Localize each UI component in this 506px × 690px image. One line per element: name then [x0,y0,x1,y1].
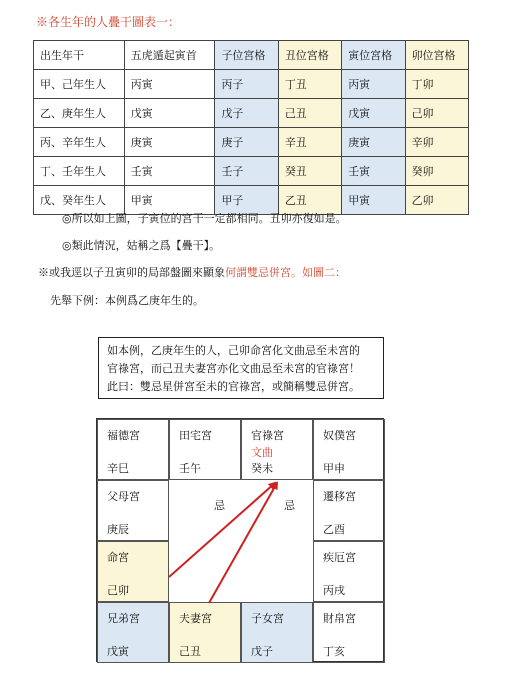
explanation-box [98,337,384,399]
ji-arrow-from-spouse [209,483,277,603]
palace-stem-branch: 丙戌 [323,584,345,597]
table-cell: 癸丑 [278,157,341,186]
table-cell: 丁卯 [405,70,468,99]
table-cell: 庚寅 [124,128,215,157]
palace-name: 福德宮 [107,429,140,442]
table-cell: 己丑 [278,99,341,128]
note-double-ji-highlight: 何謂雙忌併宮。如圖二： [225,266,346,279]
palace-stem-branch: 乙酉 [323,523,345,536]
table-cell: 丙子 [215,70,278,99]
table-cell: 乙、庚年生人 [34,99,125,128]
palace-stem-branch: 己丑 [179,645,201,658]
palace-stem-branch: 辛巳 [107,462,129,475]
palace-stem-branch: 壬午 [179,462,201,475]
table-row [34,128,469,157]
explanation-line: 如本例，乙庚年生的人，己卯命宮化文曲忌至未宮的 [107,344,360,357]
table-header-row [34,41,469,70]
palace-name: 父母宮 [107,490,140,503]
ji-arrow-from-ming [169,483,275,577]
table-cell: 辛卯 [405,128,468,157]
table-header-cell: 卯位宮格 [405,41,468,70]
table-cell: 辛丑 [278,128,341,157]
table-row [34,157,469,186]
table-cell: 戊、癸年生人 [34,186,125,215]
table-row [34,99,469,128]
palace-stem-branch: 癸未 [251,462,273,475]
palace-stem-branch: 己卯 [107,584,129,597]
table-cell: 甲子 [215,186,278,215]
table-cell: 壬寅 [342,157,405,186]
palace-star: 文曲 [251,446,273,459]
table-cell: 丙寅 [342,70,405,99]
palace-stem-branch: 戊子 [251,645,273,658]
palace-name: 田宅宮 [179,429,212,442]
palace-stem-branch: 甲申 [323,462,345,475]
table-cell: 戊寅 [124,99,215,128]
table-header-cell: 五虎遁起寅首 [124,41,215,70]
table-cell: 庚寅 [342,128,405,157]
palace-stem-branch: 丁亥 [323,645,345,658]
stacked-stem-table [33,40,469,215]
palace-chart [96,418,384,662]
palace-name: 子女宮 [251,612,284,625]
palace-name: 官祿宮 [251,429,284,442]
table-header-cell: 子位宮格 [215,41,278,70]
table-cell: 戊子 [215,99,278,128]
table-cell: 壬寅 [124,157,215,186]
palace-name: 命宮 [107,551,129,564]
table-cell: 丁丑 [278,70,341,99]
table-cell: 壬子 [215,157,278,186]
note-double-ji-text: ※或我逕以子丑寅卯的局部盤圖來顯象 [38,266,225,279]
table-header-cell: 出生年干 [34,41,125,70]
explanation-line: 官祿宮，而己丑夫妻宮亦化文曲忌至未宮的官祿宮！ [107,362,360,375]
table-cell: 丁、壬年生人 [34,157,125,186]
table-cell: 甲、己年生人 [34,70,125,99]
note-stacked-stem: ◎類此情況，姑稱之爲【疊干】。 [62,239,221,252]
palace-stem-branch: 戊寅 [107,645,129,658]
ji-label: 忌 [284,499,295,512]
table-header-cell: 寅位宮格 [342,41,405,70]
table-cell: 癸卯 [405,157,468,186]
table-cell: 乙丑 [278,186,341,215]
note-same-stem: ◎所以如上圖，子寅位的宮干一定都相同。丑卯亦復如是。 [62,212,347,225]
explanation-line: 此曰：雙忌星併宮至未的官祿宮，或簡稱雙忌併宮。 [107,380,360,393]
table-row [34,70,469,99]
palace-name: 夫妻宮 [179,612,212,625]
palace-name: 遷移宮 [323,490,356,503]
palace-name: 兄弟宮 [107,612,140,625]
palace-name: 財帛宮 [323,612,356,625]
table-cell: 戊寅 [342,99,405,128]
note-example: 先舉下例：本例爲乙庚年生的。 [50,294,204,307]
table-cell: 丙寅 [124,70,215,99]
table-cell: 乙卯 [405,186,468,215]
palace-stem-branch: 庚辰 [107,523,129,536]
table-cell: 甲寅 [124,186,215,215]
page-title: ※各生年的人疊干圖表一： [36,15,181,29]
table-cell: 甲寅 [342,186,405,215]
table-cell: 丙、辛年生人 [34,128,125,157]
palace-name: 疾厄宮 [323,551,356,564]
table-cell: 庚子 [215,128,278,157]
table-cell: 己卯 [405,99,468,128]
palace-name: 奴僕宮 [323,429,356,442]
ji-arrows [97,419,385,663]
ji-label: 忌 [214,499,225,512]
table-header-cell: 丑位宮格 [278,41,341,70]
note-double-ji [38,264,346,280]
